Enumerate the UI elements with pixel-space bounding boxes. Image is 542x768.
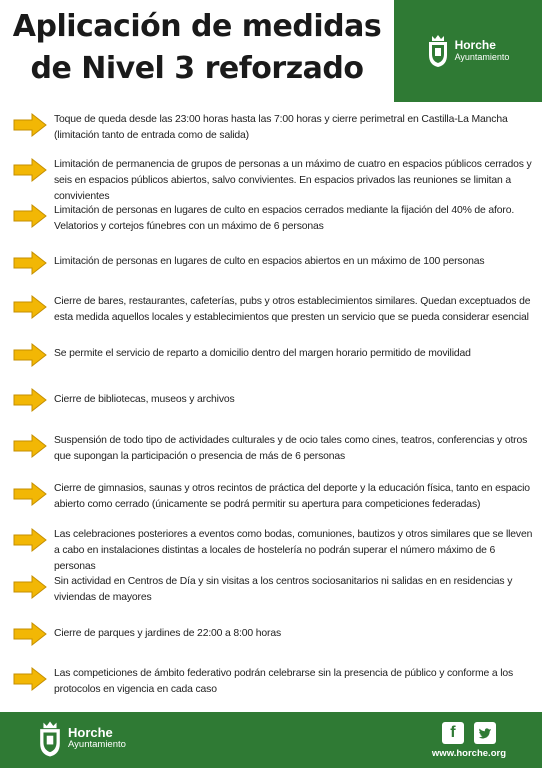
arrow-right-icon (12, 666, 48, 692)
arrow-right-icon (12, 342, 48, 368)
arrow-right-icon (12, 527, 48, 553)
item-text: Limitación de personas en lugares de culto en espacios abiertos en un máximo de 100 personas (54, 256, 485, 267)
crest-icon (427, 34, 449, 68)
header-logo (394, 0, 542, 102)
brand-name: Horche (454, 38, 496, 52)
item-text: Se permite el servicio de reparto a domicilio dentro del margen horario permitido de movilidad (54, 348, 471, 359)
footer (0, 712, 542, 768)
website-link[interactable]: www.horche.org (431, 748, 506, 759)
item-text: Limitación de permanencia de grupos de personas a un máximo de cuatro en espacios públicos cerrados y seis en espacios públicos abiertos, salvo convivientes. En espacios privados las reuniones se limitan a convivientes (54, 159, 532, 202)
arrow-right-icon (12, 203, 48, 229)
page-title (0, 6, 394, 90)
item-text: Sin actividad en Centros de Día y sin visitas a los centros sociosanitarios ni salidas en en residencias y viviendas de mayores (54, 576, 513, 603)
arrow-right-icon (12, 294, 48, 320)
item-text: Cierre de parques y jardines de 22:00 a 8:00 horas (54, 628, 282, 639)
title-line: de Nivel 3 reforzado (30, 51, 364, 86)
item-text: Cierre de bares, restaurantes, cafeterías, pubs y otros establecimientos similares. Quedan exceptuados de esta medida aquellos locales y establecimientos que presten un servicio que se pueda considerar esencial (54, 296, 531, 323)
brand-subtitle: Ayuntamiento (454, 52, 510, 62)
footer-brand-subtitle: Ayuntamiento (68, 739, 126, 750)
item-text: Cierre de bibliotecas, museos y archivos (54, 394, 235, 405)
arrow-right-icon (12, 574, 48, 600)
arrow-right-icon (12, 387, 48, 413)
arrow-right-icon (12, 433, 48, 459)
item-text: Cierre de gimnasios, saunas y otros recintos de práctica del deporte y la educación física, tanto en espacio abierto como cerrado (únicamente se podrá permitir su apertura para competiciones federadas) (54, 483, 530, 510)
facebook-icon[interactable]: f (442, 722, 464, 744)
footer-brand-name: Horche (68, 725, 113, 740)
social-links (432, 722, 506, 759)
item-text: Limitación de personas en lugares de culto en espacios cerrados mediante la fijación del 40% de aforo. Velatorios y cortejos fúnebres con un máximo de 6 personas (54, 205, 515, 232)
twitter-icon[interactable] (474, 722, 496, 744)
footer-logo (38, 720, 126, 758)
crest-icon (38, 720, 62, 758)
arrow-right-icon (12, 157, 48, 183)
item-text: Las competiciones de ámbito federativo podrán celebrarse sin la presencia de público y conforme a los protocolos en vigencia en cada caso (54, 668, 514, 695)
arrow-right-icon (12, 481, 48, 507)
title-line: Aplicación de medidas (12, 9, 382, 44)
arrow-right-icon (12, 250, 48, 276)
arrow-right-icon (12, 112, 48, 138)
header (0, 0, 542, 102)
item-text: Suspensión de todo tipo de actividades culturales y de ocio tales como cines, teatros, conferencias y otros que supongan la participación o presencia de más de 6 personas (54, 435, 528, 462)
item-text: Las celebraciones posteriores a eventos como bodas, comuniones, bautizos y otros similares que se lleven a cabo en instalaciones distintas a locales de hostelería no podrán superar el número máximo de 6 personas (54, 529, 533, 572)
arrow-right-icon (12, 621, 48, 647)
item-text: Toque de queda desde las 23:00 horas hasta las 7:00 horas y cierre perimetral en Castilla-La Mancha (limitación tanto de entrada como de salida) (54, 114, 508, 141)
